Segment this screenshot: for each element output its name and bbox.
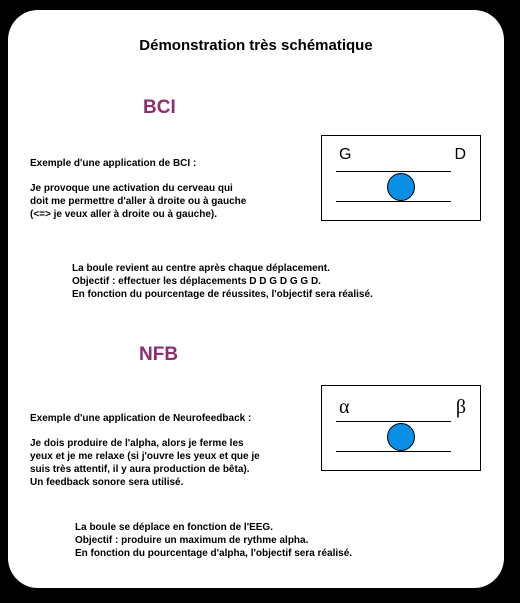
nfb-example-text: [30, 412, 260, 489]
bci-example-text: [30, 157, 246, 221]
bci-detail-text: [72, 262, 373, 301]
paragraph-gap: [30, 425, 260, 437]
nfb-alpha-label: α: [339, 396, 350, 418]
text-line: Exemple d'une application de BCI :: [30, 158, 197, 169]
text-line: doit me permettre d'aller à droite ou à gauche: [30, 196, 247, 207]
nfb-bottom-track-line: [336, 451, 451, 452]
nfb-ball: [387, 423, 415, 451]
page-title: Démonstration très schématique: [139, 37, 373, 54]
nfb-heading: NFB: [139, 344, 179, 365]
text-line: Je dois produire de l'alpha, alors je ferme les: [30, 438, 244, 449]
nfb-beta-label: β: [455, 396, 466, 418]
text-line: suis très attentif, il y aura production de bêta).: [30, 464, 250, 475]
text-line: Objectif : effectuer les déplacements D D G D G G D.: [72, 276, 321, 287]
nfb-top-track-line: [336, 421, 451, 422]
text-line: Objectif : produire un maximum de rythme alpha.: [75, 535, 309, 546]
nfb-detail-text: [75, 521, 352, 560]
bci-left-label: G: [339, 146, 352, 163]
text-line: La boule revient au centre après chaque déplacement.: [72, 263, 330, 274]
nfb-diagram: [321, 385, 481, 471]
demo-card: [8, 10, 504, 588]
text-line: yeux et je me relaxe (si j'ouvre les yeux et que je: [30, 451, 260, 462]
text-line: En fonction du pourcentage de réussites, l'objectif sera réalisé.: [72, 289, 373, 300]
text-line: Un feedback sonore sera utilisé.: [30, 477, 184, 488]
text-line: Je provoque une activation du cerveau qui: [30, 183, 233, 194]
text-line: (<=> je veux aller à droite ou à gauche).: [30, 209, 218, 220]
bci-heading: BCI: [143, 97, 176, 118]
bci-diagram: [321, 135, 481, 221]
bci-right-label: D: [454, 146, 466, 163]
bci-top-track-line: [336, 171, 451, 172]
bci-bottom-track-line: [336, 201, 451, 202]
paragraph-gap: [30, 170, 246, 182]
text-line: La boule se déplace en fonction de l'EEG.: [75, 522, 273, 533]
text-line: Exemple d'une application de Neurofeedback :: [30, 413, 252, 424]
bci-ball: [387, 173, 415, 201]
text-line: En fonction du pourcentage d'alpha, l'objectif sera réalisé.: [75, 548, 353, 559]
